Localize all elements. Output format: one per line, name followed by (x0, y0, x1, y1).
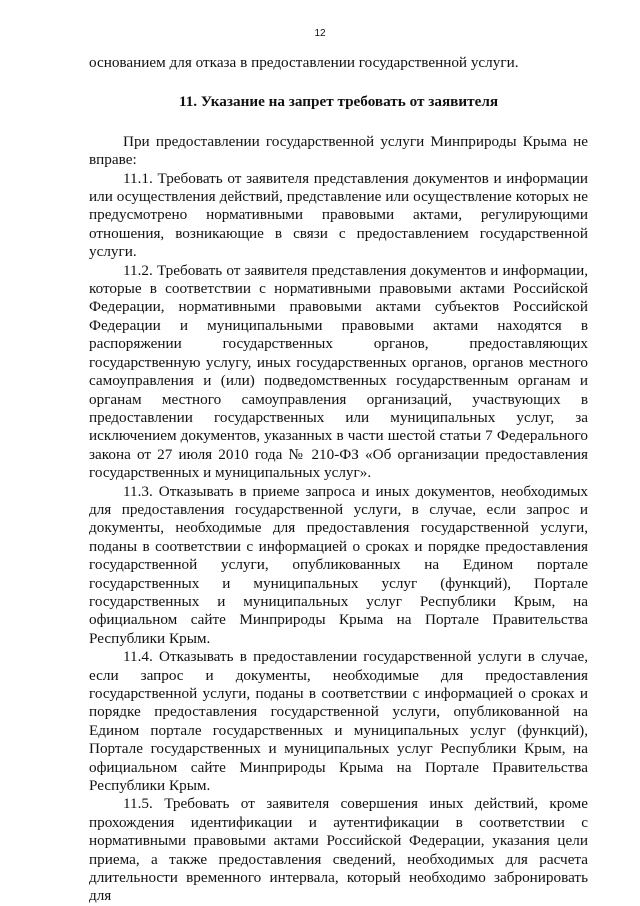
document-body (89, 54, 588, 906)
paragraph-11-4: 11.4. Отказывать в предоставлении государственной услуги в случае, если запрос и документы, необходимые для предоставления государственной услуги, поданы в соответствии с информацией о сроках и порядке предоставления государственной услуги, опубликованной на Едином портале государственных и муниципальных услуг (функций), Портале государственных и муниципальных услуг Республики Крым, на официальном сайте Минприроды Крыма на Портале Правительства Республики Крым. (89, 648, 588, 795)
lead-line: основанием для отказа в предоставлении государственной услуги. (89, 54, 519, 71)
paragraph-11-1: 11.1. Требовать от заявителя представления документов и информации или осуществления действий, представление или осуществление которых не предусмотрено нормативными правовыми актами, регулирующими отношения, возникающие в связи с предоставлением государственной услуги. (89, 169, 588, 261)
paragraph-11-3: 11.3. Отказывать в приеме запроса и иных документов, необходимых для предоставления государственной услуги, в случае, если запрос и документы, необходимые для предоставления государственной услуги, поданы в соответствии с информацией о сроках и порядке предоставления государственной услуги, опубликованных на Едином портале государственных и муниципальных услуг (функций), Портале государственных и муниципальных услуг Республики Крым, на официальном сайте Минприроды Крыма на Портале Правительства Республики Крым. (89, 482, 588, 647)
intro-paragraph: При предоставлении государственной услуги Минприроды Крыма не вправе: (89, 132, 588, 169)
paragraph-11-2: 11.2. Требовать от заявителя представления документов и информации, которые в соответствии с нормативными правовыми актами Российской Федерации, нормативными правовыми актами субъектов Российской Федерации и муниципальными правовыми актами находятся в распоряжении государственных органов, предоставляющих государственную услугу, иных государственных органов, органов местного самоуправления и (или) подведомственных государственным органам и органам местного самоуправления организаций, участвующих в предоставлении государственных или муниципальных услуг, за исключением документов, указанных в части шестой статьи 7 Федерального закона от 27 июля 2010 года № 210-ФЗ «Об организации предоставления государственных и муниципальных услуг». (89, 261, 588, 482)
page-number: 12 (314, 28, 326, 39)
section-heading: 11. Указание на запрет требовать от заявителя (178, 93, 499, 111)
paragraph-11-5: 11.5. Требовать от заявителя совершения иных действий, кроме прохождения идентификации и аутентификации в соответствии с нормативными правовыми актами Российской Федерации, указания цели приема, а также предоставления сведений, необходимых для расчета длительности временного интервала, который необходимо забронировать для (89, 795, 588, 905)
